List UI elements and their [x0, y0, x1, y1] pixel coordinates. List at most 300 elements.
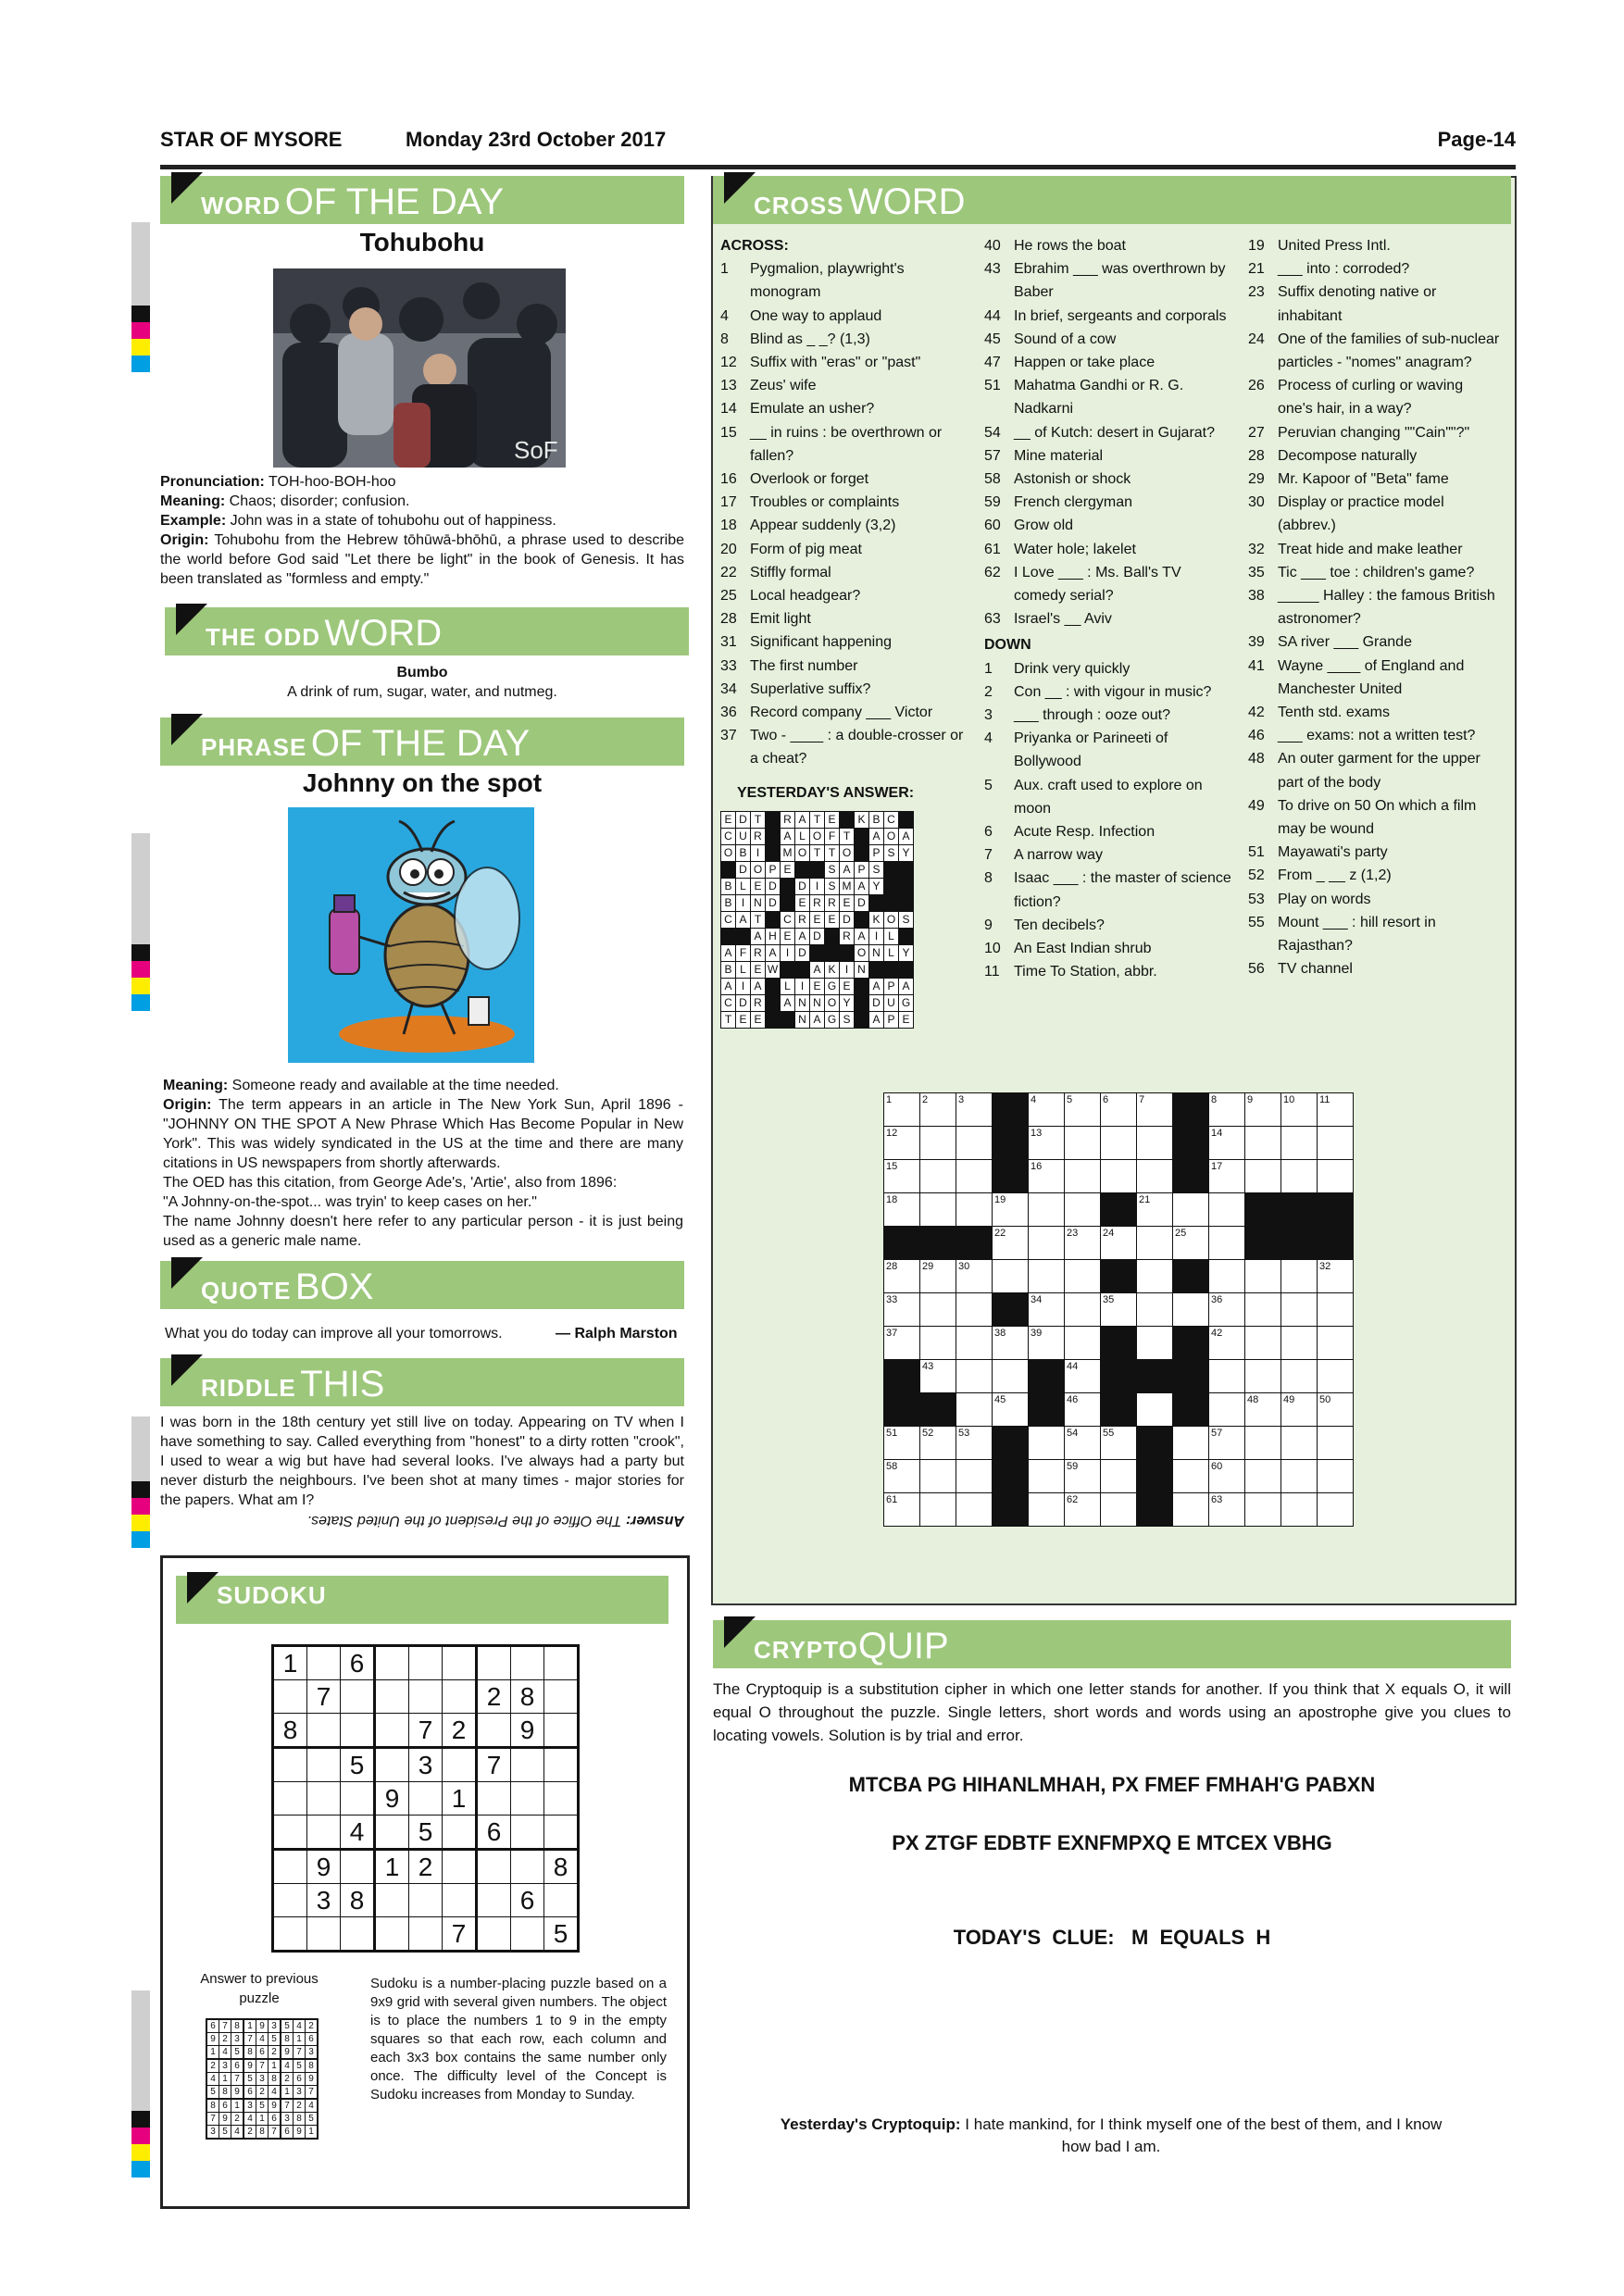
crossword-cell[interactable]: [1029, 1427, 1065, 1460]
sudoku-cell[interactable]: [273, 1917, 307, 1952]
crossword-cell[interactable]: [1281, 1127, 1318, 1160]
sudoku-cell[interactable]: 2: [409, 1850, 443, 1884]
crossword-cell[interactable]: [1209, 1460, 1245, 1493]
crossword-cell[interactable]: [1209, 1160, 1245, 1193]
answer-cell: H: [766, 929, 781, 945]
crossword-cell[interactable]: [1281, 1093, 1318, 1127]
crossword-cell[interactable]: [1245, 1127, 1281, 1160]
black-square: [920, 1227, 956, 1260]
crossword-cell[interactable]: [1065, 1160, 1101, 1193]
sudoku-cell[interactable]: [443, 1884, 477, 1917]
crossword-cell[interactable]: [884, 1427, 920, 1460]
crossword-cell[interactable]: [920, 1160, 956, 1193]
cryptoquip-clue: TODAY'S CLUE: M EQUALS H: [953, 1926, 1271, 1949]
sudoku-cell[interactable]: [341, 1917, 375, 1952]
sudoku-cell[interactable]: [273, 1680, 307, 1714]
crossword-cell[interactable]: [1209, 1260, 1245, 1293]
answer-cell: 2: [206, 2059, 219, 2073]
sudoku-cell[interactable]: [544, 1884, 579, 1917]
clue-item: 56 TV channel: [1248, 961, 1353, 978]
crossword-cell[interactable]: [1245, 1393, 1281, 1427]
crossword-cell[interactable]: [1209, 1127, 1245, 1160]
crossword-cell[interactable]: [1281, 1360, 1318, 1393]
crossword-cell[interactable]: [1245, 1360, 1281, 1393]
answer-cell: 2: [219, 2033, 231, 2046]
masthead: [160, 124, 1516, 169]
crossword-cell[interactable]: [993, 1393, 1029, 1427]
crossword-cell[interactable]: [920, 1360, 956, 1393]
answer-cell: L: [884, 945, 899, 962]
sudoku-cell[interactable]: [375, 1680, 409, 1714]
clue-number: 21: [1139, 1194, 1151, 1205]
answer-cell: 1: [294, 2033, 306, 2046]
sudoku-cell[interactable]: 1: [443, 1782, 477, 1816]
crossword-cell[interactable]: [1318, 1293, 1354, 1327]
clue-number: 34: [1031, 1294, 1043, 1305]
sudoku-cell[interactable]: [273, 1850, 307, 1884]
sudoku-cell[interactable]: [511, 1850, 544, 1884]
crossword-cell[interactable]: [920, 1493, 956, 1527]
sudoku-cell[interactable]: [443, 1748, 477, 1782]
cryptoquip-intro: The Cryptoquip is a substitution cipher in which one letter stands for another. If you think that X equals O, it will equal O throughout the puzzle. Single letters, short words and words using an apostrophe give you clues to locating vowels. Solution is by trial and error.: [713, 1680, 1511, 1744]
sudoku-cell[interactable]: [307, 1816, 341, 1850]
crossword-cell[interactable]: [1029, 1293, 1065, 1327]
clue-number: 3: [958, 1094, 965, 1105]
crossword-cell[interactable]: [1281, 1327, 1318, 1360]
crossword-cell[interactable]: [1318, 1393, 1354, 1427]
crossword-grid[interactable]: [883, 1092, 1354, 1527]
crossword-cell[interactable]: [1281, 1260, 1318, 1293]
crossword-cell[interactable]: [956, 1127, 993, 1160]
answer-cell: N: [751, 895, 766, 912]
crossword-cell[interactable]: [1318, 1493, 1354, 1527]
crossword-cell[interactable]: [920, 1193, 956, 1227]
crossword-cell[interactable]: [884, 1493, 920, 1527]
crossword-cell[interactable]: [1101, 1493, 1137, 1527]
clues-col-1: [720, 234, 972, 771]
crossword-cell[interactable]: [884, 1093, 920, 1127]
answer-cell: P: [766, 862, 781, 879]
crossword-cell[interactable]: [993, 1260, 1029, 1293]
crossword-cell[interactable]: [1137, 1260, 1173, 1293]
sudoku-cell[interactable]: [409, 1917, 443, 1952]
answer-cell: 9: [269, 2099, 281, 2113]
sudoku-cell[interactable]: 5: [341, 1748, 375, 1782]
black-square: [956, 1227, 993, 1260]
crossword-cell[interactable]: [1245, 1293, 1281, 1327]
sudoku-cell[interactable]: [477, 1782, 511, 1816]
sudoku-cell[interactable]: [375, 1816, 409, 1850]
crossword-cell[interactable]: [884, 1327, 920, 1360]
crossword-cell[interactable]: [1245, 1327, 1281, 1360]
crossword-cell[interactable]: [956, 1327, 993, 1360]
crossword-cell[interactable]: [1173, 1493, 1209, 1527]
crossword-cell[interactable]: [1101, 1127, 1137, 1160]
crossword-cell[interactable]: [1065, 1193, 1101, 1227]
crossword-cell[interactable]: [1101, 1160, 1137, 1193]
answer-cell: E: [751, 962, 766, 979]
crossword-cell[interactable]: [1101, 1227, 1137, 1260]
crossword-cell[interactable]: [1065, 1260, 1101, 1293]
image-watermark: SoF: [514, 436, 558, 464]
crossword-cell[interactable]: [1209, 1193, 1245, 1227]
sudoku-cell[interactable]: [273, 1816, 307, 1850]
black-square: [1245, 1193, 1281, 1227]
clue-number: 54: [1067, 1428, 1079, 1439]
crossword-cell[interactable]: [920, 1427, 956, 1460]
sudoku-cell[interactable]: 1: [375, 1850, 409, 1884]
sudoku-cell[interactable]: [307, 1646, 341, 1680]
black-square: [1101, 1360, 1137, 1393]
sudoku-cell[interactable]: [409, 1782, 443, 1816]
sudoku-cell[interactable]: [544, 1646, 579, 1680]
crossword-cell[interactable]: [1065, 1427, 1101, 1460]
clue-number: 49: [1283, 1394, 1295, 1405]
answer-cell: G: [825, 1012, 840, 1029]
sudoku-cell[interactable]: 2: [477, 1680, 511, 1714]
sudoku-cell[interactable]: [307, 1748, 341, 1782]
clue-number: 44: [1067, 1361, 1079, 1372]
sudoku-cell[interactable]: [477, 1884, 511, 1917]
sudoku-cell[interactable]: 6: [341, 1646, 375, 1680]
sudoku-cell[interactable]: [273, 1782, 307, 1816]
crossword-cell[interactable]: [1137, 1160, 1173, 1193]
answer-cell: 7: [269, 2126, 281, 2140]
clue-number: 16: [1031, 1161, 1043, 1172]
crossword-cell[interactable]: [956, 1460, 993, 1493]
sudoku-cell[interactable]: 8: [511, 1680, 544, 1714]
clue-item: 12 Suffix with "eras" or "past": [720, 355, 921, 371]
sudoku-cell[interactable]: 8: [341, 1884, 375, 1917]
clue-number: 28: [886, 1261, 898, 1272]
sudoku-cell[interactable]: [544, 1748, 579, 1782]
black-square: [884, 862, 899, 879]
sudoku-grid[interactable]: [271, 1644, 580, 1953]
sudoku-cell[interactable]: 8: [273, 1714, 307, 1748]
sudoku-cell[interactable]: [409, 1884, 443, 1917]
clue-number: 51: [886, 1428, 898, 1439]
sudoku-cell[interactable]: [375, 1646, 409, 1680]
crossword-cell[interactable]: [1101, 1427, 1137, 1460]
clue-item: 40 He rows the boat: [984, 238, 1126, 254]
crossword-cell[interactable]: [1029, 1327, 1065, 1360]
crossword-cell[interactable]: [1101, 1093, 1137, 1127]
sudoku-cell[interactable]: [341, 1680, 375, 1714]
clue-number: 57: [1211, 1428, 1223, 1439]
answer-cell: 9: [306, 2073, 319, 2086]
crossword-cell[interactable]: [1318, 1160, 1354, 1193]
crossword-cell[interactable]: [1173, 1293, 1209, 1327]
crossword-cell[interactable]: [1029, 1227, 1065, 1260]
answer-cell: A: [810, 1012, 825, 1029]
clue-number: 63: [1211, 1494, 1223, 1505]
crossword-cell[interactable]: [1245, 1460, 1281, 1493]
crossword-cell[interactable]: [1318, 1460, 1354, 1493]
answer-cell: 5: [231, 2046, 244, 2060]
answer-cell: S: [899, 912, 914, 929]
crossword-cell[interactable]: [1281, 1160, 1318, 1193]
clue-number: 38: [994, 1328, 1006, 1339]
sudoku-cell[interactable]: [307, 1917, 341, 1952]
answer-cell: K: [825, 962, 840, 979]
crossword-cell[interactable]: [1173, 1193, 1209, 1227]
crossword-cell[interactable]: [956, 1260, 993, 1293]
crossword-cell[interactable]: [1281, 1393, 1318, 1427]
sudoku-cell[interactable]: [477, 1714, 511, 1748]
clue-number: 11: [1319, 1094, 1330, 1105]
sudoku-cell[interactable]: [443, 1850, 477, 1884]
answer-cell: P: [855, 862, 869, 879]
crossword-cell[interactable]: [920, 1293, 956, 1327]
crossword-cell[interactable]: [1137, 1227, 1173, 1260]
clue-item: 29 Mr. Kapoor of "Beta" fame: [1248, 471, 1449, 488]
crossword-cell[interactable]: [1065, 1360, 1101, 1393]
crossword-cell[interactable]: [956, 1360, 993, 1393]
crossword-cell[interactable]: [1209, 1427, 1245, 1460]
sudoku-cell[interactable]: 9: [511, 1714, 544, 1748]
sudoku-cell[interactable]: [409, 1680, 443, 1714]
crossword-cell[interactable]: [884, 1260, 920, 1293]
crossword-cell[interactable]: [1029, 1093, 1065, 1127]
sudoku-cell[interactable]: [307, 1782, 341, 1816]
crossword-cell[interactable]: [993, 1193, 1029, 1227]
sudoku-cell[interactable]: [341, 1782, 375, 1816]
crossword-cell[interactable]: [956, 1393, 993, 1427]
sudoku-cell[interactable]: [273, 1748, 307, 1782]
crossword-cell[interactable]: [1065, 1127, 1101, 1160]
crossword-cell[interactable]: [1029, 1127, 1065, 1160]
sudoku-cell[interactable]: 2: [443, 1714, 477, 1748]
crossword-cell[interactable]: [1029, 1160, 1065, 1193]
black-square: [795, 962, 810, 979]
sudoku-cell[interactable]: [477, 1646, 511, 1680]
crossword-cell[interactable]: [884, 1293, 920, 1327]
crossword-cell[interactable]: [920, 1327, 956, 1360]
crossword-cell[interactable]: [1318, 1127, 1354, 1160]
sudoku-cell[interactable]: 9: [307, 1850, 341, 1884]
clue-item: 28 Decompose naturally: [1248, 447, 1418, 464]
sudoku-cell[interactable]: [443, 1646, 477, 1680]
crossword-cell[interactable]: [884, 1193, 920, 1227]
clue-item: 54 __ of Kutch: desert in Gujarat?: [984, 424, 1216, 441]
crossword-cell[interactable]: [1173, 1227, 1209, 1260]
sudoku-cell[interactable]: [477, 1917, 511, 1952]
sudoku-cell[interactable]: 7: [443, 1917, 477, 1952]
answer-cell: 3: [219, 2059, 231, 2073]
black-square: [840, 945, 855, 962]
sudoku-cell[interactable]: [341, 1714, 375, 1748]
black-square: [884, 1360, 920, 1393]
sudoku-cell[interactable]: 5: [409, 1816, 443, 1850]
crossword-cell[interactable]: [956, 1193, 993, 1227]
crossword-cell[interactable]: [1101, 1293, 1137, 1327]
crossword-cell[interactable]: [920, 1460, 956, 1493]
crossword-cell[interactable]: [1209, 1493, 1245, 1527]
answer-cell: E: [751, 879, 766, 895]
clue-item: 9 Ten decibels?: [984, 917, 1105, 933]
clue-item: 32 Treat hide and make leather: [1248, 541, 1463, 557]
sudoku-cell[interactable]: [544, 1816, 579, 1850]
crossword-cell[interactable]: [1029, 1193, 1065, 1227]
crossword-cell[interactable]: [956, 1160, 993, 1193]
clue-item: 22 Stiffly formal: [720, 564, 831, 580]
crossword-cell[interactable]: [1209, 1360, 1245, 1393]
clue-item: 41 Wayne ____ of England and Manchester United: [1248, 657, 1465, 697]
crossword-cell[interactable]: [1209, 1093, 1245, 1127]
crossword-cell[interactable]: [1245, 1260, 1281, 1293]
answer-cell: Y: [869, 879, 884, 895]
crossword-cell[interactable]: [920, 1127, 956, 1160]
crossword-cell[interactable]: [1029, 1493, 1065, 1527]
crossword-cell[interactable]: [1065, 1493, 1101, 1527]
crossword-cell[interactable]: [1318, 1427, 1354, 1460]
crossword-cell[interactable]: [1318, 1260, 1354, 1293]
answer-cell: Y: [840, 995, 855, 1012]
sudoku-cell[interactable]: [375, 1884, 409, 1917]
clue-number: 29: [922, 1261, 934, 1272]
crossword-cell[interactable]: [1137, 1093, 1173, 1127]
clue-number: 52: [922, 1428, 934, 1439]
answer-cell: 2: [256, 2086, 269, 2100]
sudoku-cell[interactable]: [511, 1782, 544, 1816]
sudoku-cell[interactable]: 9: [375, 1782, 409, 1816]
sudoku-cell[interactable]: [511, 1748, 544, 1782]
crossword-cell[interactable]: [1137, 1293, 1173, 1327]
crossword-cell[interactable]: [1281, 1460, 1318, 1493]
phrase-body: Meaning: Someone ready and available at the time needed. Origin: The term appears in an article in The New York Sun, April 1896 - "JOHNNY ON THE SPOT A New Phrase Which Has Become Popular in New York". This was widely syndicated in the US at the time and there are many citations in US newspapers from shortly afterwards. The OED has this citation, from George Ade's, 'Artie', also from 1896: "A Johnny-on-the-spot... was tryin' to keep cases on her." The name Johnny doesn't here refer to any particular person - it is just being used as a generic male name.: [163, 1078, 684, 1249]
answer-cell: E: [840, 979, 855, 995]
crossword-cell[interactable]: [956, 1427, 993, 1460]
crossword-cell[interactable]: [956, 1093, 993, 1127]
crossword-cell[interactable]: [1245, 1493, 1281, 1527]
black-square: [899, 879, 914, 895]
answer-cell: N: [795, 995, 810, 1012]
crossword-cell[interactable]: [1281, 1427, 1318, 1460]
sudoku-cell[interactable]: 3: [307, 1884, 341, 1917]
crossword-cell[interactable]: [1209, 1227, 1245, 1260]
sudoku-cell[interactable]: [511, 1816, 544, 1850]
sudoku-cell[interactable]: [544, 1782, 579, 1816]
crossword-cell[interactable]: [956, 1293, 993, 1327]
answer-cell: A: [855, 879, 869, 895]
sudoku-cell[interactable]: [544, 1714, 579, 1748]
crossword-cell[interactable]: [884, 1160, 920, 1193]
answer-cell: A: [869, 1012, 884, 1029]
clue-item: 55 Mount ___ : hill resort in Rajasthan?: [1248, 914, 1436, 955]
sudoku-cell[interactable]: [341, 1850, 375, 1884]
sudoku-cell[interactable]: 8: [544, 1850, 579, 1884]
crossword-cell[interactable]: [1245, 1160, 1281, 1193]
sudoku-cell[interactable]: [443, 1816, 477, 1850]
sudoku-cell[interactable]: [511, 1917, 544, 1952]
answer-cell: 6: [219, 2099, 231, 2113]
crossword-cell[interactable]: [884, 1127, 920, 1160]
crossword-cell[interactable]: [920, 1260, 956, 1293]
clues-col-2: [984, 234, 1236, 984]
sudoku-cell[interactable]: 1: [273, 1646, 307, 1680]
crossword-cell[interactable]: [1137, 1193, 1173, 1227]
sudoku-cell[interactable]: [375, 1714, 409, 1748]
crossword-cell[interactable]: [1281, 1293, 1318, 1327]
crossword-cell[interactable]: [1318, 1327, 1354, 1360]
crossword-cell[interactable]: [884, 1460, 920, 1493]
crossword-cell[interactable]: [920, 1093, 956, 1127]
sudoku-cell[interactable]: 7: [477, 1748, 511, 1782]
answer-cell: E: [899, 1012, 914, 1029]
crossword-cell[interactable]: [1101, 1460, 1137, 1493]
answer-cell: A: [751, 929, 766, 945]
clue-item: 3 ___ through : ooze out?: [984, 707, 1171, 724]
crossword-cell[interactable]: [1065, 1393, 1101, 1427]
crossword-cell[interactable]: [1318, 1360, 1354, 1393]
sudoku-cell[interactable]: 6: [477, 1816, 511, 1850]
sudoku-cell[interactable]: [375, 1748, 409, 1782]
crossword-cell[interactable]: [1245, 1427, 1281, 1460]
crossword-cell[interactable]: [1137, 1127, 1173, 1160]
sudoku-cell[interactable]: 4: [341, 1816, 375, 1850]
crossword-cell[interactable]: [1173, 1460, 1209, 1493]
black-square: [1029, 1393, 1065, 1427]
crossword-cell[interactable]: [1209, 1393, 1245, 1427]
crossword-cell[interactable]: [993, 1360, 1029, 1393]
answer-cell: A: [781, 829, 795, 845]
crossword-cell[interactable]: [956, 1493, 993, 1527]
black-square: [736, 929, 751, 945]
sudoku-cell[interactable]: 6: [511, 1884, 544, 1917]
sudoku-cell[interactable]: [443, 1680, 477, 1714]
answer-cell: A: [810, 962, 825, 979]
crossword-cell[interactable]: [993, 1327, 1029, 1360]
black-square: [993, 1460, 1029, 1493]
crossword-cell[interactable]: [1065, 1460, 1101, 1493]
crossword-cell[interactable]: [1209, 1327, 1245, 1360]
sudoku-cell[interactable]: [511, 1646, 544, 1680]
crossword-cell[interactable]: [1209, 1293, 1245, 1327]
crossword-cell[interactable]: [1065, 1327, 1101, 1360]
sudoku-cell[interactable]: [375, 1917, 409, 1952]
sudoku-cell[interactable]: [409, 1646, 443, 1680]
crossword-cell[interactable]: [1137, 1327, 1173, 1360]
sudoku-cell[interactable]: 3: [409, 1748, 443, 1782]
crossword-cell[interactable]: [1065, 1227, 1101, 1260]
crossword-cell[interactable]: [1029, 1260, 1065, 1293]
sudoku-cell[interactable]: 7: [307, 1680, 341, 1714]
sudoku-cell[interactable]: [477, 1850, 511, 1884]
sudoku-cell[interactable]: 5: [544, 1917, 579, 1952]
sudoku-cell[interactable]: [273, 1884, 307, 1917]
crossword-cell[interactable]: [1065, 1093, 1101, 1127]
crossword-cell[interactable]: [1065, 1293, 1101, 1327]
crossword-cell[interactable]: [1137, 1393, 1173, 1427]
sudoku-cell[interactable]: 7: [409, 1714, 443, 1748]
crossword-cell[interactable]: [1173, 1427, 1209, 1460]
crossword-cell[interactable]: [993, 1227, 1029, 1260]
chaos-photo: [273, 268, 566, 468]
crossword-cell[interactable]: [1029, 1460, 1065, 1493]
clue-item: 19 United Press Intl.: [1248, 238, 1391, 254]
sudoku-cell[interactable]: [307, 1714, 341, 1748]
answer-cell: A: [795, 929, 810, 945]
sudoku-cell[interactable]: [544, 1680, 579, 1714]
answer-cell: D: [810, 929, 825, 945]
crossword-cell[interactable]: [1245, 1093, 1281, 1127]
answer-cell: 8: [256, 2126, 269, 2140]
answer-cell: L: [736, 962, 751, 979]
crossword-cell[interactable]: [1281, 1493, 1318, 1527]
black-square: [766, 979, 781, 995]
crossword-cell[interactable]: [1318, 1093, 1354, 1127]
black-square: [1173, 1093, 1209, 1127]
